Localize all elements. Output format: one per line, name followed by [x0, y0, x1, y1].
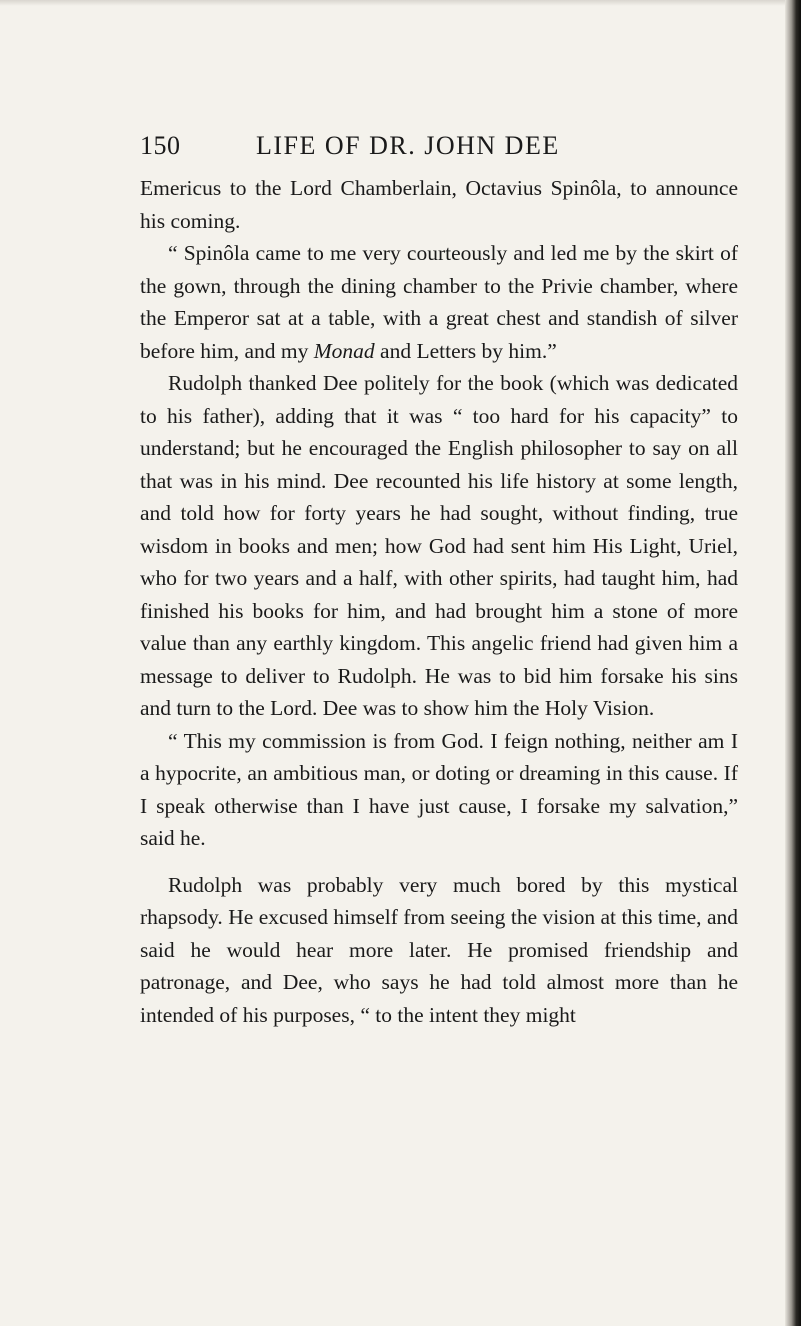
body-text [140, 172, 738, 1031]
page-number: 150 [140, 131, 181, 160]
paragraph-1: Emericus to the Lord Chamberlain, Octavius Spinôla, to announce his coming. [140, 176, 738, 233]
page-top-edge [0, 0, 801, 6]
page-header [140, 131, 740, 167]
paragraph-4: “ This my commission is from God. I feign nothing, neither am I a hypocrite, an ambitious man, or doting or dreaming in this cause. If I speak otherwise than I have just cause, I forsake my salvation,” said he. [140, 728, 738, 850]
paragraph-3: Rudolph thanked Dee politely for the book (which was dedicated to his father), adding that it was “ too hard for his capacity” to understand; but he encouraged the English philosopher to say on all that was in his mind. Dee recounted his life history at some length, and told how for forty years he had sought, without finding, true wisdom in books and men; how God had sent him His Light, Uriel, who for two years and a half, with other spirits, had taught him, had finished his books for him, and had brought him a stone of more value than any earthly kingdom. This angelic friend had given him a message to deliver to Rudolph. He was to bid him forsake his sins and turn to the Lord. Dee was to show him the Holy Vision. [140, 371, 738, 720]
paragraph-5: Rudolph was probably very much bored by this mystical rhapsody. He excused himself from seeing the vision at this time, and said he would hear more later. He promised friendship and patronage, and Dee, who says he had told almost more than he intended of his purposes, “ to the intent they might [140, 872, 738, 1027]
paragraph-2-text-b: and Letters by him.” [374, 338, 557, 363]
paragraph-2-italic-title: Monad [313, 338, 375, 363]
paragraph-2 [140, 237, 738, 367]
page-binding-edge [785, 0, 801, 1326]
running-head: LIFE OF DR. JOHN DEE [256, 131, 560, 160]
paragraph-2-text-a: “ Spinôla came to me very courteously and led me by the skirt of the gown, through the dining chamber to the Privie chamber, where the Emperor sat at a table, with a great chest and standish of silver before him, and my [140, 241, 738, 363]
